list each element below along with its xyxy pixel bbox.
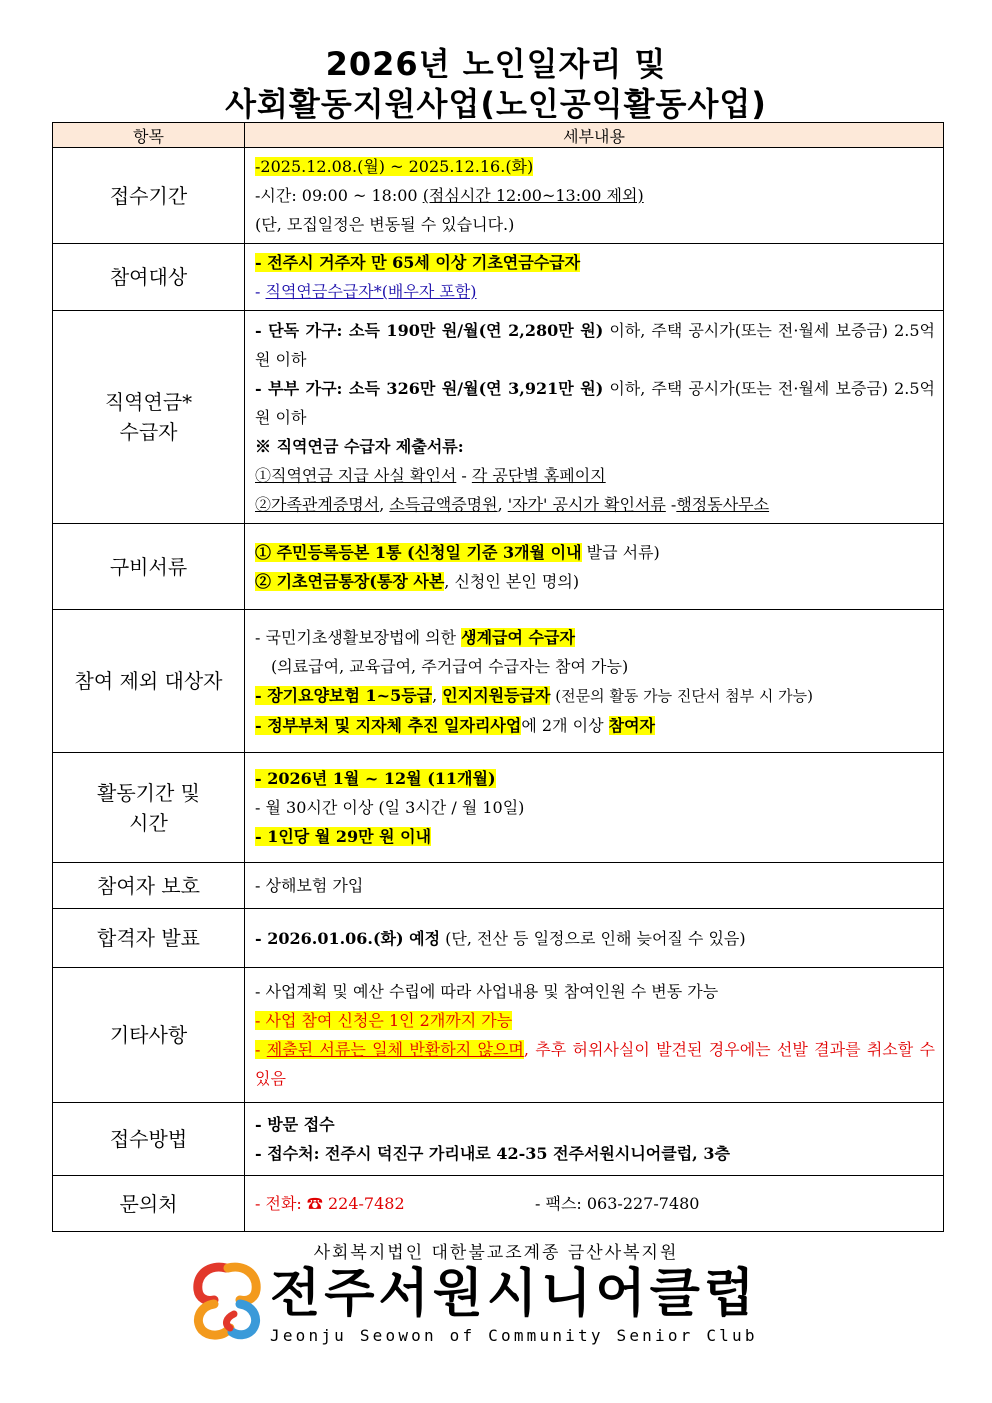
table-row-documents <box>53 524 944 610</box>
excluded-cognitive-grade: 인지지원등급자 <box>442 685 551 705</box>
excluded-line-3-prefix: - <box>255 685 268 705</box>
pension-doc1-name: ①직역연금 지급 사실 확인서 <box>255 465 457 485</box>
label-protection: 참여자 보호 <box>53 863 245 909</box>
pension-doc2-sep3: - <box>665 494 677 514</box>
documents-line-1-hl: ① 주민등록등본 1통 (신청일 기준 3개월 이내 <box>255 542 582 562</box>
excluded-line-3-rest: (전문의 활동 가능 진단서 첨부 시 가능) <box>550 686 813 705</box>
info-table <box>52 122 944 1232</box>
table-row-target <box>53 244 944 311</box>
reception-time: -시간: 09:00 ~ 18:00 <box>255 186 423 205</box>
announcement-note: (단, 전산 등 일정으로 인해 늦어질 수 있음) <box>440 928 746 948</box>
header-item: 항목 <box>53 123 245 148</box>
activity-period: - 2026년 1월 ~ 12월 (11개월) <box>255 769 496 788</box>
table-header-row <box>53 123 944 148</box>
label-activity-line-2: 시간 <box>129 810 168 835</box>
pension-doc2-sep2: , <box>497 494 508 514</box>
label-pension <box>53 311 245 524</box>
activity-hours: - 월 30시간 이상 (일 3시간 / 월 10일) <box>255 798 525 817</box>
pension-doc2-income: 소득금액증명원 <box>389 494 498 514</box>
label-announcement: 합격자 발표 <box>53 909 245 968</box>
reception-note: (단, 모집일정은 변동될 수 있습니다.) <box>255 215 515 234</box>
content-activity <box>245 753 944 863</box>
club-logo <box>190 1262 810 1352</box>
table-row-pension <box>53 311 944 524</box>
excluded-livelihood: 생계급여 수급자 <box>461 627 575 647</box>
pension-single-rest: 이하, 주택 공시가(또는 전·월세 보증금) 2.5억 원 이하 <box>255 320 936 369</box>
table-row-method <box>53 1103 944 1176</box>
method-address: - 접수처: 전주시 덕진구 가리내로 42-35 전주서원시니어클럽, 3층 <box>255 1144 730 1163</box>
pension-couple-rest: 이하, 주택 공시가(또는 전·월세 보증금) 2.5억 원 이하 <box>255 378 936 427</box>
label-etc: 기타사항 <box>53 968 245 1103</box>
table-row-contact <box>53 1176 944 1232</box>
excluded-care-grade: 장기요양보험 1~5등급 <box>267 685 433 705</box>
label-excluded: 참여 제외 대상자 <box>53 610 245 753</box>
pension-couple-bold: - 부부 가구: 소득 326만 원/월(연 3,921만 원) <box>255 378 604 398</box>
table-row-announcement <box>53 909 944 968</box>
label-pension-line-1: 직역연금* <box>104 390 193 414</box>
etc-line-1: - 사업계획 및 예산 수립에 따라 사업내용 및 참여인원 수 변동 가능 <box>255 982 719 1001</box>
reception-lunch-note: (점심시간 12:00~13:00 제외) <box>422 186 644 205</box>
content-reception-period <box>245 148 944 244</box>
label-reception-period: 접수기간 <box>53 148 245 244</box>
title-line-1: 2026년 노인일자리 및 <box>325 45 667 83</box>
label-pension-line-2: 수급자 <box>119 420 178 444</box>
excluded-line-2: (의료급여, 교육급여, 주거급여 수급자는 참여 가능) <box>271 656 629 676</box>
etc-line-3-prefix: - <box>255 1040 267 1059</box>
pension-docs-title: ※ 직역연금 수급자 제출서류: <box>255 436 464 456</box>
label-activity <box>53 753 245 863</box>
content-method <box>245 1103 944 1176</box>
club-name: 전주서원시니어클럽 <box>270 1264 759 1324</box>
label-documents: 구비서류 <box>53 524 245 610</box>
etc-line-3-rest: , 추후 허위사실이 발견된 경우에는 선발 결과를 취소할 수 있음 <box>255 1040 935 1088</box>
footer-organization: 사회복지법인 대한불교조계종 금산사복지원 <box>313 1243 679 1263</box>
documents-line-2-rest: , 신청인 본인 명의) <box>444 571 580 591</box>
table-row-excluded <box>53 610 944 753</box>
label-method: 접수방법 <box>53 1103 245 1176</box>
pension-doc1-source: 각 공단별 홈페이지 <box>471 465 606 485</box>
header-detail: 세부내용 <box>245 123 944 148</box>
content-contact <box>245 1176 944 1232</box>
content-etc <box>245 968 944 1103</box>
etc-line-2: - 사업 참여 신청은 1인 2개까지 가능 <box>255 1011 513 1030</box>
content-pension <box>245 311 944 524</box>
etc-no-return: 제출된 서류는 일체 반환하지 않으며 <box>266 1040 524 1059</box>
content-target <box>245 244 944 311</box>
pension-doc2-sep1: , <box>379 494 390 514</box>
title-line-2: 사회활동지원사업(노인공익활동사업) <box>225 85 767 123</box>
method-line-1: - 방문 접수 <box>255 1115 335 1134</box>
pension-doc1-sep: - <box>456 465 472 485</box>
content-documents <box>245 524 944 610</box>
label-contact: 문의처 <box>53 1176 245 1232</box>
table-row-etc <box>53 968 944 1103</box>
documents-line-2-hl: ② 기초연금통장(통장 사본 <box>255 571 445 591</box>
contact-phone[interactable]: - 전화: ☎ 224-7482 <box>255 1194 405 1213</box>
club-english-name: Jeonju Seowon of Community Senior Club <box>270 1326 758 1345</box>
target-line-2-prefix: - <box>255 282 266 301</box>
pension-doc2-family: ②가족관계증명서 <box>255 494 380 514</box>
excluded-participant: 참여자 <box>608 715 655 735</box>
table-row-protection <box>53 863 944 909</box>
excluded-line-3-sep: , <box>432 685 443 705</box>
pension-doc2-house: '자가' 공시가 확인서류 <box>507 494 666 514</box>
announcement-date: - 2026.01.06.(화) 예정 <box>255 928 441 948</box>
excluded-line-1: - 국민기초생활보장법에 의한 <box>255 627 462 647</box>
reception-date: -2025.12.08.(월) ~ 2025.12.16.(화) <box>255 157 534 176</box>
excluded-line-4-prefix: - <box>255 715 268 735</box>
target-pension-link[interactable]: 직역연금수급자*(배우자 포함) <box>265 282 477 301</box>
target-line-1: - 전주시 거주자 만 65세 이상 기초연금수급자 <box>255 253 581 272</box>
excluded-line-4-mid: 에 2개 이상 <box>521 715 609 735</box>
label-target: 참여대상 <box>53 244 245 311</box>
content-announcement <box>245 909 944 968</box>
content-excluded <box>245 610 944 753</box>
contact-fax: - 팩스: 063-227-7480 <box>535 1194 700 1213</box>
club-logo-mark-icon <box>190 1262 264 1340</box>
pension-single-bold: - 단독 가구: 소득 190만 원/월(연 2,280만 원) <box>255 320 604 340</box>
table-row-reception-period <box>53 148 944 244</box>
label-activity-line-1: 활동기간 및 <box>97 780 200 805</box>
pension-doc2-source: 행정동사무소 <box>676 494 770 514</box>
excluded-gov-jobs: 정부부처 및 지자체 추진 일자리사업 <box>267 715 522 735</box>
page-title <box>0 44 992 124</box>
activity-pay: - 1인당 월 29만 원 이내 <box>255 827 432 846</box>
documents-line-1-rest: 발급 서류) <box>581 542 660 562</box>
content-protection: - 상해보험 가입 <box>245 863 944 909</box>
table-row-activity <box>53 753 944 863</box>
